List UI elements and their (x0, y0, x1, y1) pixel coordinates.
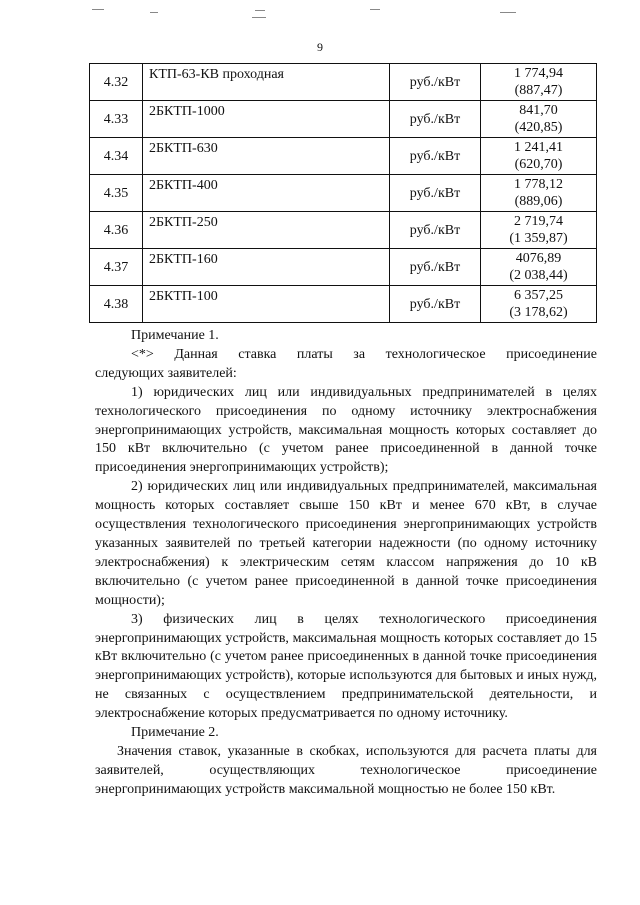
row-number: 4.37 (90, 249, 143, 286)
row-value-alt: (889,06) (514, 194, 563, 209)
row-value-alt: (2 038,44) (509, 268, 568, 283)
note2-title: Примечание 2. (131, 725, 219, 741)
row-number: 4.35 (90, 175, 143, 212)
scan-speck (252, 17, 266, 18)
notes-section (95, 327, 597, 800)
row-unit: руб./кВт (390, 64, 481, 101)
note1-item-3: 3) физических лиц в целях технологического присоединения энергопринимающих устройств, максимальная мощность которых составляет до 15 кВт включительно (с учетом ранее присоединенных в данной точке присоединения энергопринимающих устройств), которые используются для бытовых и иных нужд, не связанных с осуществлением предпринимательской деятельности, и электроснабжение которых предусматривается по одному источнику. (95, 611, 597, 722)
row-value-alt: (420,85) (514, 120, 563, 135)
rates-table (89, 63, 597, 323)
row-unit: руб./кВт (390, 175, 481, 212)
row-value: 4076,89 (515, 251, 562, 266)
row-value-cell (481, 212, 597, 249)
note1-intro-line1: <*> Данная ставка платы за технологическое присоединение (131, 346, 597, 362)
note1-item-1: 1) юридических лиц или индивидуальных предпринимателей в целях технологического присоединения по одному источнику электроснабжения энергопринимающих устройств, максимальная мощность которых составляет до 150 кВт включительно (с учетом ранее присоединенной в данной точке присоединения энергопринимающих устройств); (95, 384, 597, 476)
row-unit: руб./кВт (390, 138, 481, 175)
row-value-alt: (620,70) (514, 157, 563, 172)
row-value: 2 719,74 (514, 214, 563, 229)
row-value-cell (481, 101, 597, 138)
row-value-cell (481, 249, 597, 286)
row-name: 2БКТП-400 (143, 175, 390, 212)
row-name: 2БКТП-250 (143, 212, 390, 249)
table-row (90, 175, 597, 212)
row-number: 4.32 (90, 64, 143, 101)
row-value-cell (481, 175, 597, 212)
row-name: 2БКТП-160 (143, 249, 390, 286)
row-unit: руб./кВт (390, 212, 481, 249)
page-number: 9 (317, 40, 323, 54)
scan-speck (92, 9, 104, 10)
row-value: 6 357,25 (514, 288, 563, 303)
row-value-alt: (887,47) (514, 83, 563, 98)
row-value: 1 774,94 (514, 66, 563, 81)
row-value-cell (481, 286, 597, 323)
row-name: 2БКТП-100 (143, 286, 390, 323)
table-row (90, 101, 597, 138)
note1-intro-line2: следующих заявителей: (95, 365, 237, 381)
table-row (90, 138, 597, 175)
row-value-cell (481, 64, 597, 101)
row-name: 2БКТП-630 (143, 138, 390, 175)
row-value: 1 778,12 (514, 177, 563, 192)
table-row (90, 64, 597, 101)
table-row (90, 286, 597, 323)
row-number: 4.34 (90, 138, 143, 175)
row-unit: руб./кВт (390, 286, 481, 323)
table-row (90, 249, 597, 286)
scan-speck (150, 12, 158, 13)
row-number: 4.36 (90, 212, 143, 249)
note1-item-2: 2) юридических лиц или индивидуальных предпринимателей, максимальная мощность которых составляет свыше 150 кВт и менее 670 кВт, в случае осуществления технологического присоединения энергопринимающих устройств указанных заявителей по третьей категории надежности (по одному источнику электроснабжения) к электрическим сетям классом напряжения до 10 кВ включительно (с учетом ранее присоединенной в данной точке присоединения мощности); (95, 479, 597, 608)
scan-speck (370, 9, 380, 10)
row-name: 2БКТП-1000 (143, 101, 390, 138)
note1-title: Примечание 1. (131, 328, 219, 343)
scan-speck (255, 10, 265, 11)
row-unit: руб./кВт (390, 101, 481, 138)
row-value: 1 241,41 (514, 140, 563, 155)
note2-text: Значения ставок, указанные в скобках, используются для расчета платы для заявителей, осуществляющих технологическое присоединение энергопринимающих устройств максимальной мощностью не более 150 кВт. (95, 743, 597, 797)
table-row (90, 212, 597, 249)
row-name: КТП-63-КВ проходная (143, 64, 390, 101)
row-value-cell (481, 138, 597, 175)
row-number: 4.33 (90, 101, 143, 138)
row-number: 4.38 (90, 286, 143, 323)
row-unit: руб./кВт (390, 249, 481, 286)
row-value-alt: (3 178,62) (509, 305, 568, 320)
row-value-alt: (1 359,87) (509, 231, 568, 246)
row-value: 841,70 (519, 103, 558, 118)
scan-speck (500, 12, 516, 13)
